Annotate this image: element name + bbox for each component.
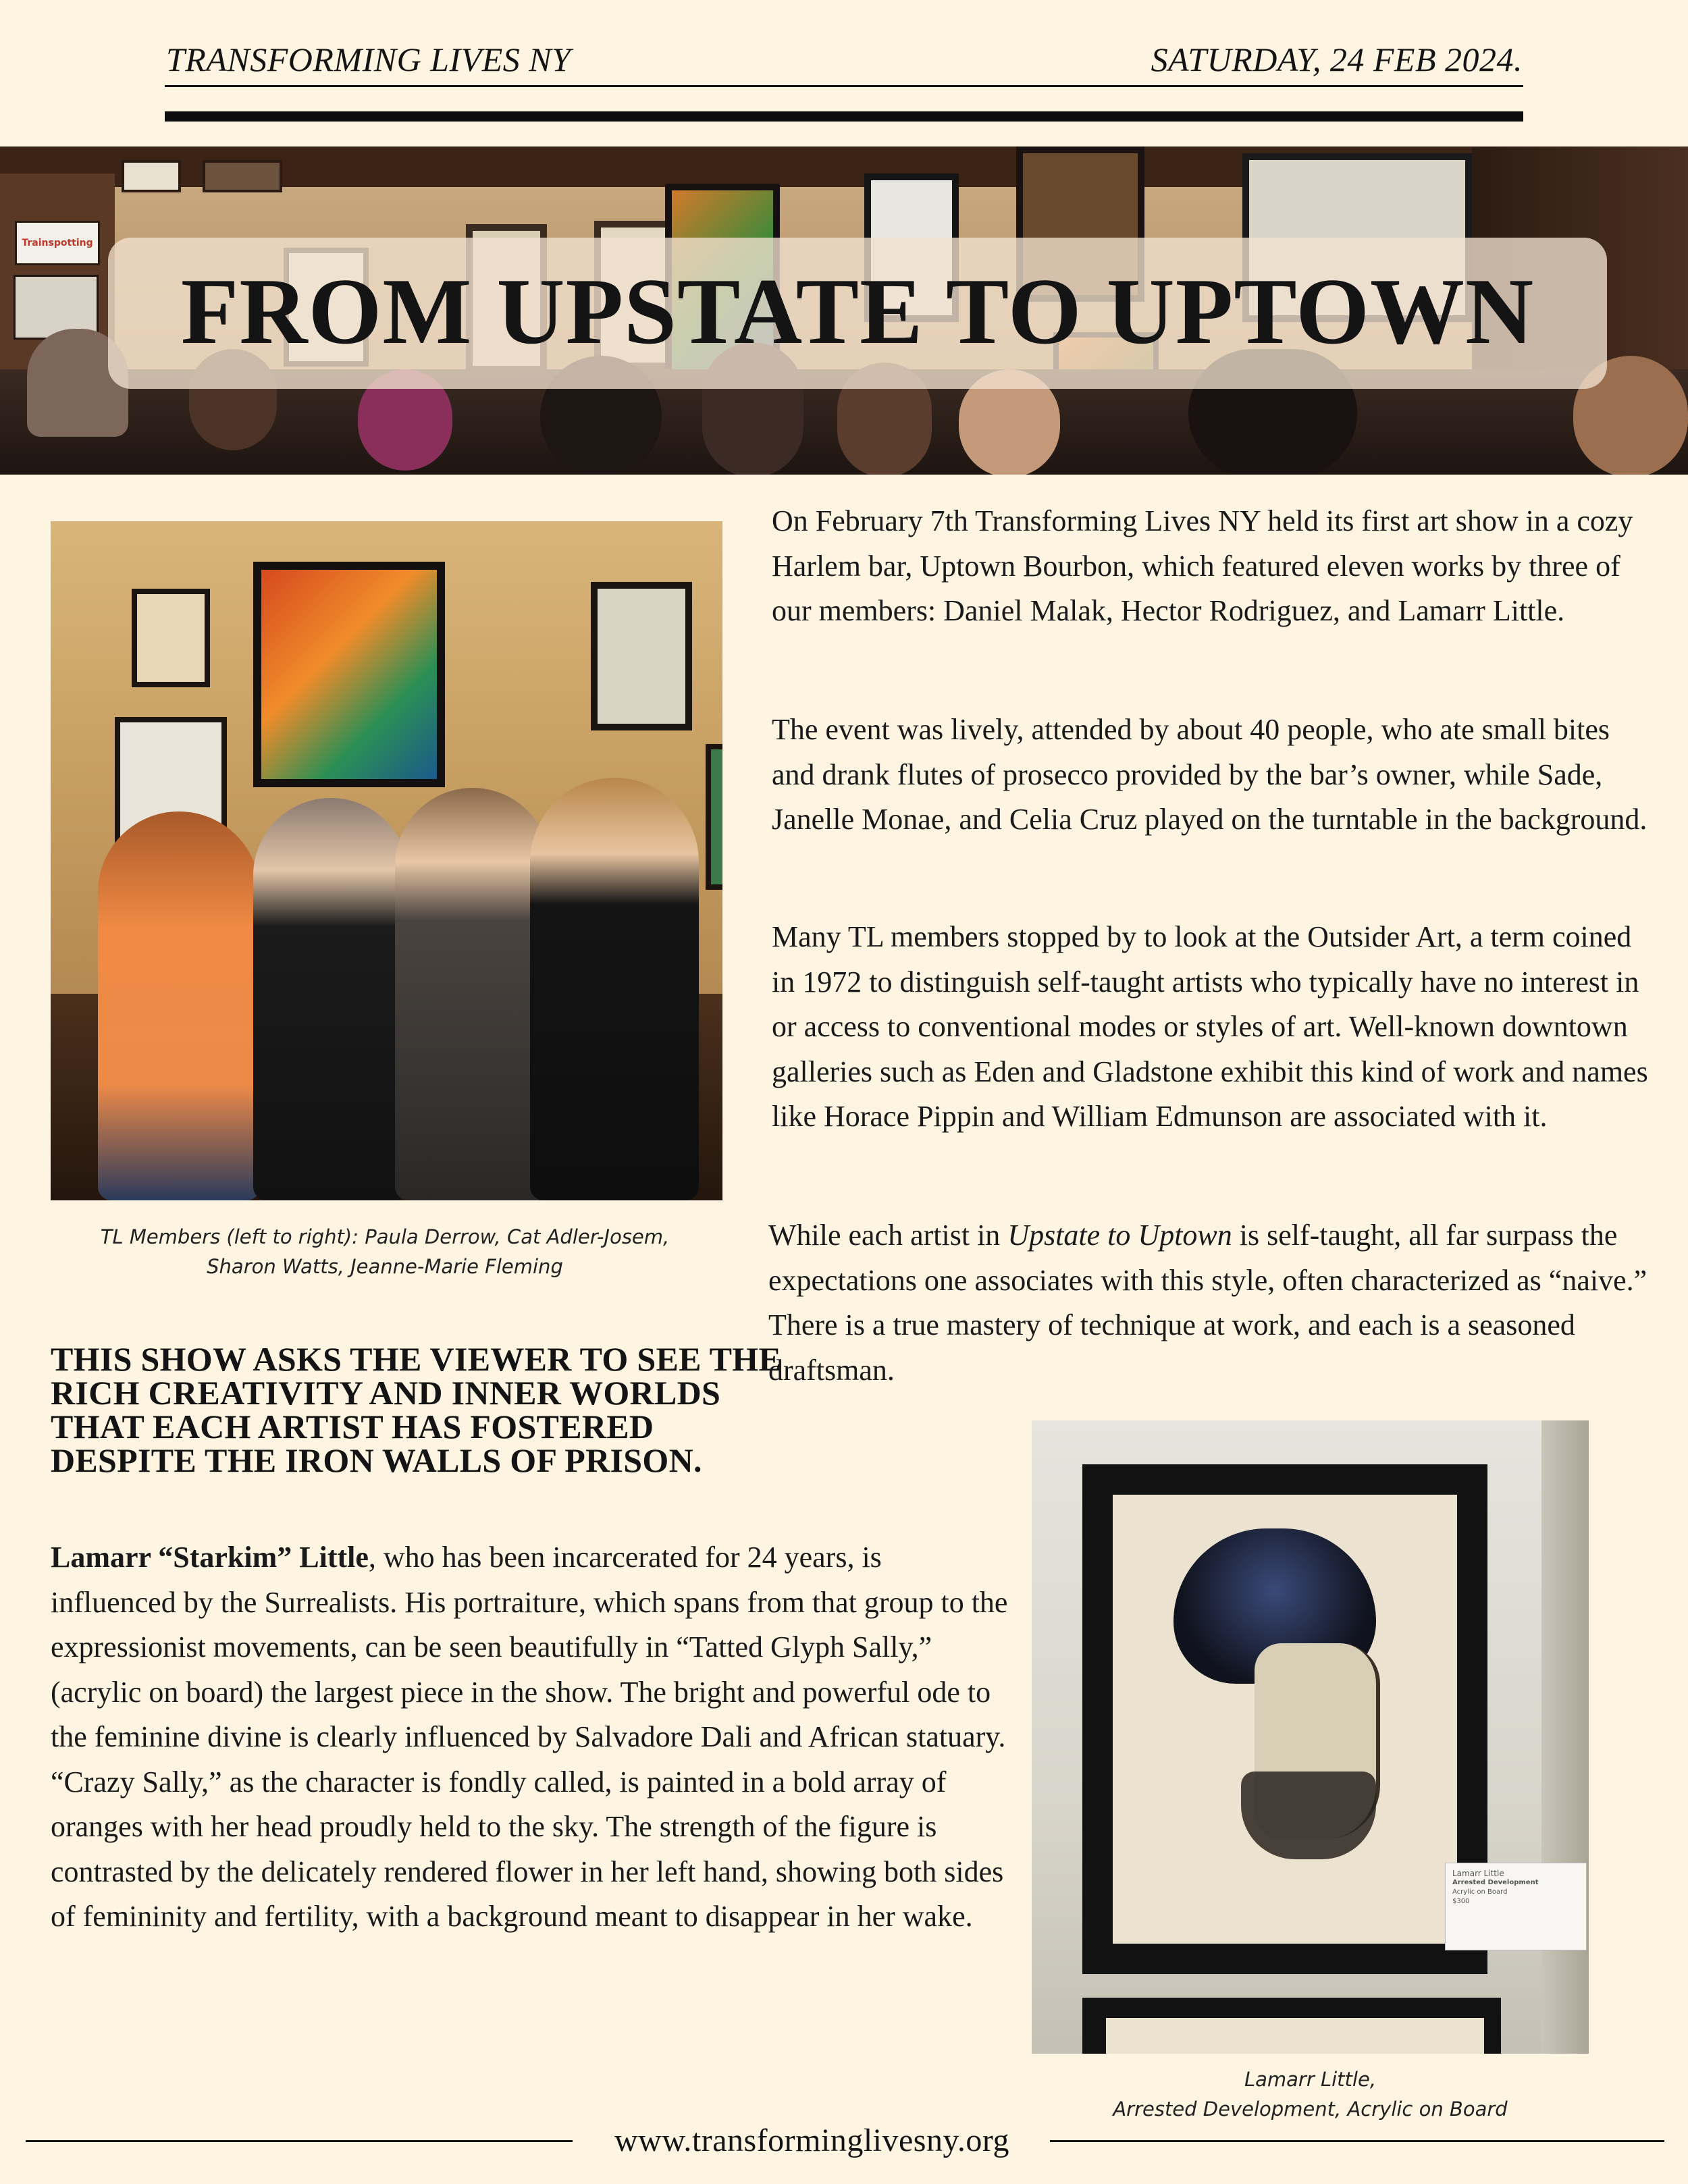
- members-photo-caption-line1: TL Members (left to right): Paula Derrow, Cat Adler-Josem,: [100, 1225, 670, 1248]
- members-photo: [51, 521, 722, 1200]
- artwork-photo-caption: [1032, 2065, 1589, 2124]
- lamarr-name: Lamarr “Starkim” Little: [51, 1541, 369, 1574]
- artists-paragraph: [768, 1213, 1650, 1393]
- members-photo-painting-small-3: [591, 582, 692, 730]
- artwork-label-price: $300: [1452, 1898, 1470, 1905]
- event-paragraph: The event was lively, attended by about 40 people, who ate small bites and drank flutes of prosecco provided by the bar’s owner, while Sade, Janelle Monae, and Celia Cruz played on the turntable in the background.: [772, 713, 1647, 836]
- intro-paragraph: On February 7th Transforming Lives NY held its first art show in a cozy Harlem bar, Uptown Bourbon, which featured eleven works by three of our members: Daniel Malak, Hector Rodriguez, and Lamarr Little.: [772, 504, 1633, 627]
- artwork-label-artist: Lamarr Little: [1452, 1869, 1504, 1878]
- members-photo-painting-small-1: [132, 589, 210, 687]
- banner-poster: Trainspotting: [15, 221, 100, 265]
- artwork-label-title: Arrested Development: [1452, 1879, 1539, 1886]
- pull-quote: THIS SHOW ASKS THE VIEWER TO SEE THE RICH CREATIVITY AND INNER WORLDS THAT EACH ARTIST HAS FOSTERED DESPITE THE IRON WALLS OF PRISON.: [51, 1340, 782, 1479]
- artwork-photo-caption-line1: Lamarr Little,: [1244, 2068, 1377, 2091]
- members-photo-person-3: [395, 788, 550, 1200]
- members-photo-person-1: [98, 811, 260, 1200]
- artwork-beard: [1241, 1772, 1376, 1859]
- artists-paragraph-end: is self-taught, all far surpass the expectations one associates with this style, often characterized as “naive.” There is a true mastery of technique at work, and each is a seasoned draftsman.: [768, 1219, 1647, 1387]
- publication-name: TRANSFORMING LIVES NY: [166, 41, 571, 78]
- masthead-rule-thin: [165, 85, 1523, 87]
- members-photo-painting-edge: [706, 744, 722, 890]
- banner-frame-top-1: [122, 160, 181, 192]
- issue-date: SATURDAY, 24 FEB 2024.: [1151, 41, 1523, 78]
- artwork-photo-caption-line2: Arrested Development, Acrylic on Board: [1113, 2098, 1508, 2121]
- lamarr-paragraph-text: , who has been incarcerated for 24 years, is influenced by the Surrealists. His portraiture, which spans from that group to the expressionist movements, can be seen beautifully in “Tatted Glyph Sally,” (acrylic on board) the largest piece in the show. The bright and powerful ode to the feminine divine is clearly influenced by Salvadore Dali and African statuary. “Crazy Sally,” as the character is fondly called, is painted in a bold array of oranges with her head proudly held to the sky. The strength of the figure is contrasted by the delicately rendered flower in her left hand, showing both sides of femininity and fertility, with a background meant to disappear in her wake.: [51, 1541, 1008, 1933]
- artists-paragraph-start: While each artist in: [768, 1219, 1008, 1252]
- footer-rule-left: [26, 2140, 573, 2142]
- banner-frame-top-2: [203, 160, 282, 192]
- lamarr-paragraph: [51, 1535, 1009, 1940]
- masthead-rule-thick: [165, 111, 1523, 122]
- outsider-art-paragraph: Many TL members stopped by to look at the Outsider Art, a term coined in 1972 to distinguish self-taught artists who typically have no interest in or access to conventional modes or styles of art. Well-known downtown galleries such as Eden and Gladstone exhibit this kind of work and names like Horace Pippin and William Edmunson are associated with it.: [772, 920, 1648, 1133]
- members-photo-person-4: [530, 778, 699, 1200]
- footer-website-link[interactable]: www.transforminglivesny.org: [614, 2123, 1009, 2158]
- artwork-photo: [1032, 1420, 1589, 2054]
- footer-rule-right: [1050, 2140, 1664, 2142]
- artwork-label-medium: Acrylic on Board: [1452, 1888, 1508, 1896]
- artwork-second-board: [1106, 2018, 1484, 2054]
- members-photo-caption: [41, 1222, 729, 1281]
- artwork-photo-wall-edge: [1541, 1420, 1589, 2054]
- headline: FROM UPSTATE TO UPTOWN: [180, 259, 1535, 364]
- members-photo-painting-large: [253, 562, 445, 787]
- members-photo-caption-line2: Sharon Watts, Jeanne-Marie Fleming: [207, 1255, 563, 1278]
- members-photo-person-2: [253, 798, 408, 1200]
- show-title: Upstate to Uptown: [1007, 1219, 1232, 1252]
- artwork-wall-label: [1445, 1863, 1587, 1950]
